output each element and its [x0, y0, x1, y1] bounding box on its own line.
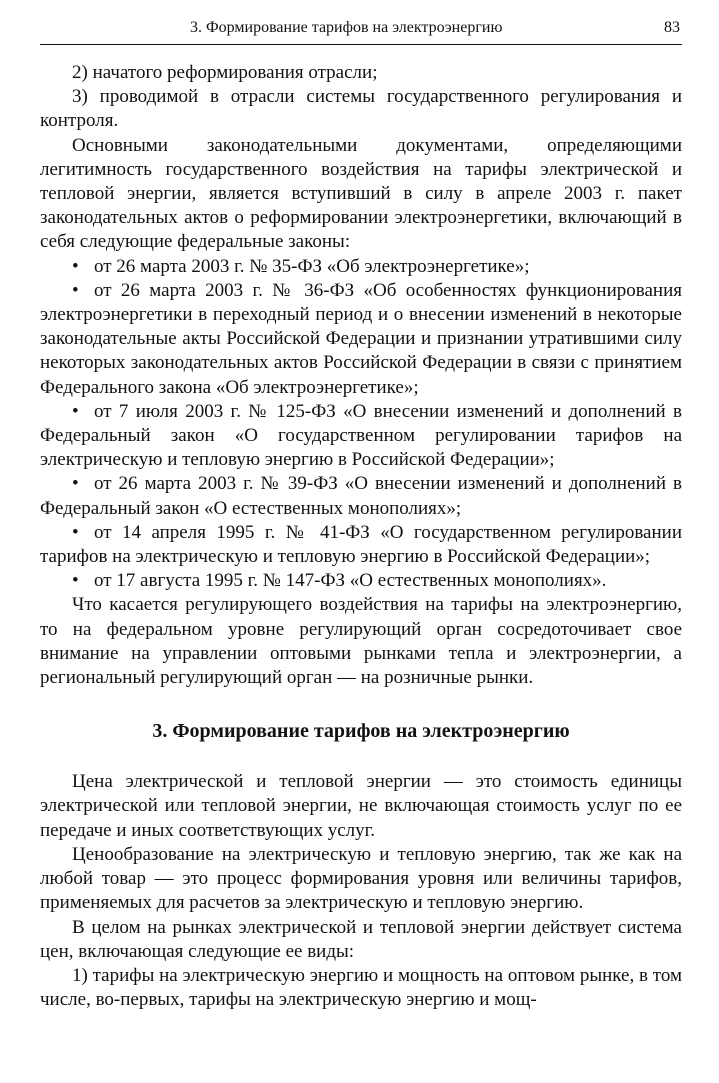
- bullet-icon: •: [72, 400, 79, 422]
- bullet-icon: •: [72, 521, 79, 543]
- law-item: [40, 569, 682, 593]
- book-page: [40, 18, 682, 1012]
- list-item: 3) проводимой в отрасли системы государственного регулирования и контроля.: [40, 86, 682, 132]
- page-body: [40, 61, 682, 1012]
- running-header: [40, 18, 682, 45]
- paragraph: 1) тарифы на электрическую энергию и мощность на оптовом рынке, в том числе, во-первых, тарифы на электрическую энергию и мощ-: [40, 964, 682, 1011]
- law-text: от 14 апреля 1995 г. № 41-ФЗ «О государственном регулировании тарифов на электрическую и тепловую энергию в Российской Федерации»;: [40, 521, 682, 568]
- paragraph: Что касается регулирующего воздействия на тарифы на электроэнергию, то на федеральном уровне регулирующий орган сосредоточивает свое внимание на управлении оптовыми рынками тепла и электроэнергии, а региональный регулирующий орган — на розничные рынки.: [40, 594, 682, 689]
- list-item: 2) начатого реформирования отрасли;: [72, 62, 378, 83]
- bullet-icon: •: [72, 279, 79, 301]
- law-text: от 26 марта 2003 г. № 35-ФЗ «Об электроэнергетике»;: [94, 255, 530, 277]
- paragraph: Ценообразование на электрическую и тепловую энергию, так же как на любой товар — это процесс формирования уровня или величины тарифов, применяемых для расчетов за электрическую и тепловую энергию.: [40, 843, 682, 914]
- law-item: [40, 472, 682, 520]
- law-text: от 26 марта 2003 г. № 39-ФЗ «О внесении изменений и дополнений в Федеральный закон «О естественных монополиях»;: [40, 473, 682, 519]
- law-item: [40, 279, 682, 400]
- paragraph: Цена электрической и тепловой энергии — это стоимость единицы электрической или тепловой энергии, не включающая стоимость услуг по ее передаче и иных соответствующих услуг.: [40, 771, 682, 841]
- law-item: [40, 255, 682, 279]
- bullet-icon: •: [72, 473, 79, 495]
- running-title: 3. Формирование тарифов на электроэнергию: [190, 19, 503, 36]
- section-heading: 3. Формирование тарифов на электроэнергию: [152, 720, 570, 743]
- bullet-icon: •: [72, 255, 79, 277]
- law-text: от 26 марта 2003 г. № 36-ФЗ «Об особенностях функционирования электроэнергетики в переходный период и о внесении изменений в некоторые законодательные акты Российской Федерации и признании утратившими силу некоторых законодательных актов Российской Федерации в связи с принятием Федерального закона «Об электроэнергетике»;: [40, 279, 682, 398]
- paragraph: Основными законодательными документами, определяющими легитимность государственного воздействия на тарифы электрической и тепловой энергии, является вступивший в силу в апреле 2003 г. пакет законодательных актов о реформировании электроэнергетики, включающий в себя следующие федеральные законы:: [40, 134, 682, 253]
- law-text: от 17 августа 1995 г. № 147-ФЗ «О естественных монополиях».: [94, 570, 607, 592]
- law-item: [40, 400, 682, 473]
- page-number: 83: [664, 19, 680, 36]
- paragraph: В целом на рынках электрической и тепловой энергии действует система цен, включающая следующие ее виды:: [40, 916, 682, 962]
- law-text: от 7 июля 2003 г. № 125-ФЗ «О внесении изменений и дополнений в Федеральный закон «О государственном регулировании тарифов на электрическую и тепловую энергию в Российской Федерации»;: [40, 400, 682, 471]
- law-item: [40, 521, 682, 569]
- bullet-icon: •: [72, 570, 79, 592]
